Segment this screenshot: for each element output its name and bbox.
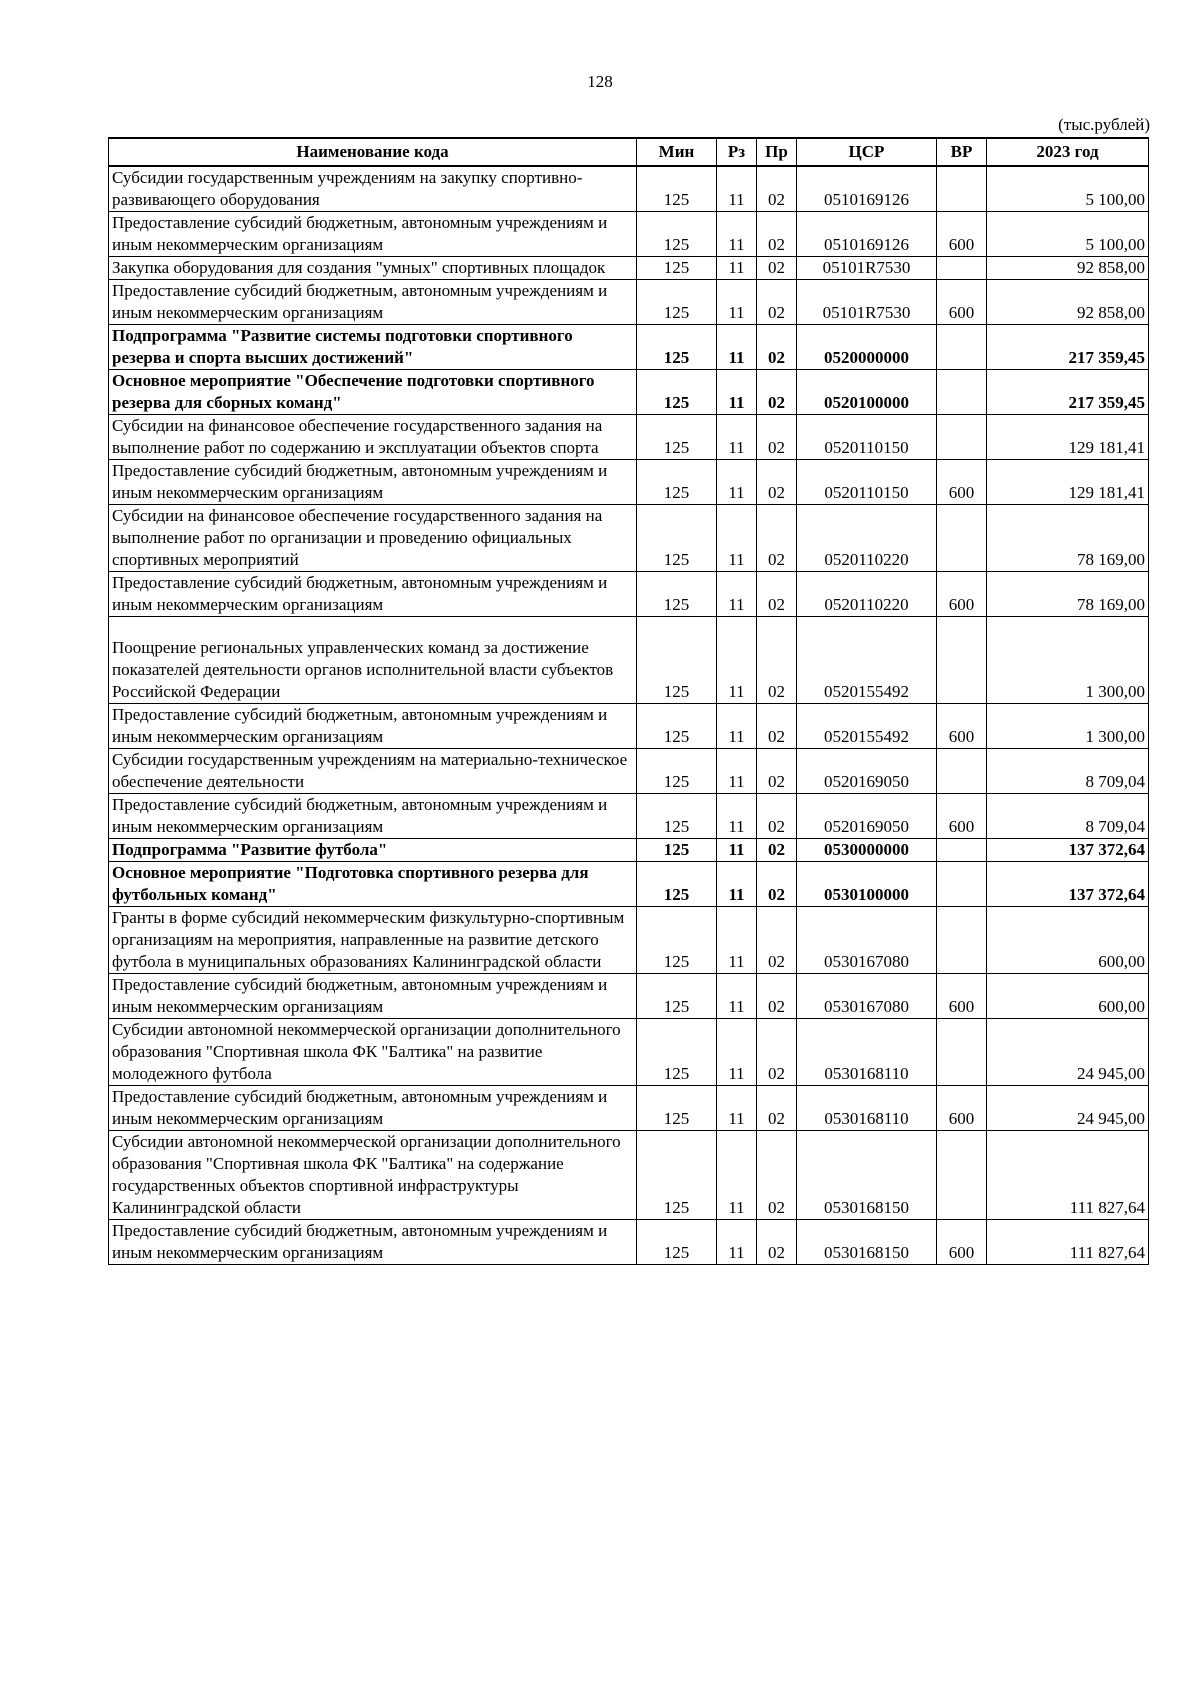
cell-sum: 5 100,00 bbox=[987, 212, 1149, 257]
cell-csr: 0530100000 bbox=[797, 862, 937, 907]
table-row bbox=[109, 749, 1149, 794]
cell-vr bbox=[937, 862, 987, 907]
cell-vr: 600 bbox=[937, 704, 987, 749]
header-rz: Рз bbox=[717, 138, 757, 166]
cell-csr: 0520169050 bbox=[797, 749, 937, 794]
cell-rz: 11 bbox=[717, 1019, 757, 1086]
cell-rz: 11 bbox=[717, 1220, 757, 1265]
cell-sum: 1 300,00 bbox=[987, 617, 1149, 704]
cell-rz: 11 bbox=[717, 907, 757, 974]
cell-min: 125 bbox=[637, 166, 717, 212]
cell-sum: 217 359,45 bbox=[987, 325, 1149, 370]
cell-name: Подпрограмма "Развитие футбола" bbox=[109, 839, 637, 862]
cell-name: Субсидии на финансовое обеспечение государственного задания на выполнение работ по содержанию и эксплуатации объектов спорта bbox=[109, 415, 637, 460]
cell-vr bbox=[937, 370, 987, 415]
cell-csr: 0530168150 bbox=[797, 1220, 937, 1265]
table-row bbox=[109, 460, 1149, 505]
table-row bbox=[109, 280, 1149, 325]
cell-min: 125 bbox=[637, 862, 717, 907]
cell-name: Подпрограмма "Развитие системы подготовки спортивного резерва и спорта высших достижений" bbox=[109, 325, 637, 370]
cell-csr: 0530168110 bbox=[797, 1086, 937, 1131]
cell-csr: 0530168110 bbox=[797, 1019, 937, 1086]
cell-min: 125 bbox=[637, 839, 717, 862]
cell-name: Субсидии государственным учреждениям на закупку спортивно-развивающего оборудования bbox=[109, 166, 637, 212]
cell-rz: 11 bbox=[717, 862, 757, 907]
cell-sum: 111 827,64 bbox=[987, 1131, 1149, 1220]
table-body bbox=[109, 166, 1149, 1265]
cell-csr: 0510169126 bbox=[797, 212, 937, 257]
table-row bbox=[109, 704, 1149, 749]
cell-pr: 02 bbox=[757, 212, 797, 257]
cell-min: 125 bbox=[637, 325, 717, 370]
cell-rz: 11 bbox=[717, 212, 757, 257]
table-row bbox=[109, 370, 1149, 415]
cell-sum: 600,00 bbox=[987, 907, 1149, 974]
cell-pr: 02 bbox=[757, 839, 797, 862]
table-row bbox=[109, 572, 1149, 617]
cell-csr: 0520155492 bbox=[797, 704, 937, 749]
cell-min: 125 bbox=[637, 257, 717, 280]
cell-sum: 92 858,00 bbox=[987, 257, 1149, 280]
cell-min: 125 bbox=[637, 415, 717, 460]
cell-pr: 02 bbox=[757, 1086, 797, 1131]
cell-min: 125 bbox=[637, 907, 717, 974]
table-row bbox=[109, 415, 1149, 460]
header-csr: ЦСР bbox=[797, 138, 937, 166]
cell-min: 125 bbox=[637, 1086, 717, 1131]
cell-min: 125 bbox=[637, 505, 717, 572]
table-row bbox=[109, 212, 1149, 257]
header-name: Наименование кода bbox=[109, 138, 637, 166]
table-row bbox=[109, 166, 1149, 212]
cell-vr: 600 bbox=[937, 280, 987, 325]
cell-csr: 0530000000 bbox=[797, 839, 937, 862]
cell-vr: 600 bbox=[937, 1220, 987, 1265]
table-row bbox=[109, 1086, 1149, 1131]
cell-vr: 600 bbox=[937, 974, 987, 1019]
cell-pr: 02 bbox=[757, 1019, 797, 1086]
cell-rz: 11 bbox=[717, 415, 757, 460]
cell-rz: 11 bbox=[717, 974, 757, 1019]
cell-sum: 129 181,41 bbox=[987, 415, 1149, 460]
cell-vr: 600 bbox=[937, 460, 987, 505]
table-row bbox=[109, 617, 1149, 704]
cell-sum: 24 945,00 bbox=[987, 1019, 1149, 1086]
cell-pr: 02 bbox=[757, 257, 797, 280]
cell-name: Предоставление субсидий бюджетным, автономным учреждениям и иным некоммерческим организациям bbox=[109, 1086, 637, 1131]
cell-vr: 600 bbox=[937, 794, 987, 839]
cell-rz: 11 bbox=[717, 572, 757, 617]
cell-vr bbox=[937, 749, 987, 794]
cell-min: 125 bbox=[637, 704, 717, 749]
cell-name: Закупка оборудования для создания "умных" спортивных площадок bbox=[109, 257, 637, 280]
cell-sum: 217 359,45 bbox=[987, 370, 1149, 415]
cell-min: 125 bbox=[637, 794, 717, 839]
cell-csr: 0520100000 bbox=[797, 370, 937, 415]
cell-pr: 02 bbox=[757, 704, 797, 749]
cell-pr: 02 bbox=[757, 749, 797, 794]
cell-csr: 0520110150 bbox=[797, 415, 937, 460]
cell-rz: 11 bbox=[717, 280, 757, 325]
table-row bbox=[109, 839, 1149, 862]
cell-pr: 02 bbox=[757, 617, 797, 704]
table-row bbox=[109, 257, 1149, 280]
cell-sum: 8 709,04 bbox=[987, 749, 1149, 794]
cell-min: 125 bbox=[637, 974, 717, 1019]
cell-name: Предоставление субсидий бюджетным, автономным учреждениям и иным некоммерческим организациям bbox=[109, 974, 637, 1019]
cell-pr: 02 bbox=[757, 415, 797, 460]
cell-sum: 5 100,00 bbox=[987, 166, 1149, 212]
cell-name: Поощрение региональных управленческих команд за достижение показателей деятельности органов исполнительной власти субъектов Российской Федерации bbox=[109, 617, 637, 704]
cell-name: Субсидии государственным учреждениям на материально-техническое обеспечение деятельности bbox=[109, 749, 637, 794]
table-row bbox=[109, 1131, 1149, 1220]
cell-pr: 02 bbox=[757, 1131, 797, 1220]
cell-pr: 02 bbox=[757, 862, 797, 907]
table-row bbox=[109, 325, 1149, 370]
table-row bbox=[109, 505, 1149, 572]
cell-rz: 11 bbox=[717, 505, 757, 572]
table-row bbox=[109, 907, 1149, 974]
table-row bbox=[109, 862, 1149, 907]
cell-name: Предоставление субсидий бюджетным, автономным учреждениям и иным некоммерческим организациям bbox=[109, 1220, 637, 1265]
cell-pr: 02 bbox=[757, 794, 797, 839]
cell-sum: 8 709,04 bbox=[987, 794, 1149, 839]
cell-sum: 78 169,00 bbox=[987, 505, 1149, 572]
cell-csr: 05101R7530 bbox=[797, 280, 937, 325]
cell-vr bbox=[937, 325, 987, 370]
cell-rz: 11 bbox=[717, 460, 757, 505]
cell-pr: 02 bbox=[757, 572, 797, 617]
cell-min: 125 bbox=[637, 749, 717, 794]
cell-min: 125 bbox=[637, 280, 717, 325]
cell-sum: 137 372,64 bbox=[987, 862, 1149, 907]
cell-pr: 02 bbox=[757, 460, 797, 505]
cell-rz: 11 bbox=[717, 1086, 757, 1131]
cell-min: 125 bbox=[637, 617, 717, 704]
cell-min: 125 bbox=[637, 1220, 717, 1265]
cell-sum: 78 169,00 bbox=[987, 572, 1149, 617]
cell-vr bbox=[937, 907, 987, 974]
cell-pr: 02 bbox=[757, 166, 797, 212]
cell-sum: 1 300,00 bbox=[987, 704, 1149, 749]
cell-pr: 02 bbox=[757, 370, 797, 415]
cell-sum: 92 858,00 bbox=[987, 280, 1149, 325]
cell-rz: 11 bbox=[717, 839, 757, 862]
cell-csr: 0520000000 bbox=[797, 325, 937, 370]
cell-csr: 0520110150 bbox=[797, 460, 937, 505]
cell-rz: 11 bbox=[717, 749, 757, 794]
table-row bbox=[109, 794, 1149, 839]
cell-pr: 02 bbox=[757, 325, 797, 370]
cell-pr: 02 bbox=[757, 907, 797, 974]
cell-sum: 24 945,00 bbox=[987, 1086, 1149, 1131]
cell-vr bbox=[937, 166, 987, 212]
cell-csr: 0530167080 bbox=[797, 907, 937, 974]
cell-name: Предоставление субсидий бюджетным, автономным учреждениям и иным некоммерческим организациям bbox=[109, 704, 637, 749]
cell-min: 125 bbox=[637, 1019, 717, 1086]
cell-vr bbox=[937, 1019, 987, 1086]
cell-csr: 0530167080 bbox=[797, 974, 937, 1019]
table-row bbox=[109, 974, 1149, 1019]
cell-min: 125 bbox=[637, 212, 717, 257]
cell-csr: 0520155492 bbox=[797, 617, 937, 704]
cell-name: Гранты в форме субсидий некоммерческим физкультурно-спортивным организациям на мероприятия, направленные на развитие детского футбола в муниципальных образованиях Калининградской области bbox=[109, 907, 637, 974]
cell-rz: 11 bbox=[717, 617, 757, 704]
cell-rz: 11 bbox=[717, 325, 757, 370]
cell-csr: 0530168150 bbox=[797, 1131, 937, 1220]
header-pr: Пр bbox=[757, 138, 797, 166]
cell-pr: 02 bbox=[757, 1220, 797, 1265]
cell-csr: 0520169050 bbox=[797, 794, 937, 839]
cell-vr bbox=[937, 1131, 987, 1220]
cell-sum: 600,00 bbox=[987, 974, 1149, 1019]
cell-name: Предоставление субсидий бюджетным, автономным учреждениям и иным некоммерческим организациям bbox=[109, 280, 637, 325]
cell-csr: 0520110220 bbox=[797, 505, 937, 572]
cell-vr bbox=[937, 257, 987, 280]
units-label: (тыс.рублей) bbox=[1058, 115, 1150, 134]
cell-csr: 0520110220 bbox=[797, 572, 937, 617]
cell-min: 125 bbox=[637, 1131, 717, 1220]
cell-rz: 11 bbox=[717, 1131, 757, 1220]
table-header-row bbox=[109, 138, 1149, 166]
cell-csr: 0510169126 bbox=[797, 166, 937, 212]
budget-table bbox=[108, 137, 1149, 1265]
cell-rz: 11 bbox=[717, 704, 757, 749]
cell-sum: 137 372,64 bbox=[987, 839, 1149, 862]
cell-pr: 02 bbox=[757, 280, 797, 325]
cell-min: 125 bbox=[637, 370, 717, 415]
cell-name: Субсидии автономной некоммерческой организации дополнительного образования "Спортивная школа ФК "Балтика" на содержание государственных объектов спортивной инфраструктуры Калининградской области bbox=[109, 1131, 637, 1220]
cell-vr bbox=[937, 839, 987, 862]
cell-name: Основное мероприятие "Подготовка спортивного резерва для футбольных команд" bbox=[109, 862, 637, 907]
header-year: 2023 год bbox=[987, 138, 1149, 166]
header-min: Мин bbox=[637, 138, 717, 166]
cell-csr: 05101R7530 bbox=[797, 257, 937, 280]
cell-name: Предоставление субсидий бюджетным, автономным учреждениям и иным некоммерческим организациям bbox=[109, 212, 637, 257]
cell-sum: 111 827,64 bbox=[987, 1220, 1149, 1265]
cell-min: 125 bbox=[637, 572, 717, 617]
cell-vr bbox=[937, 617, 987, 704]
cell-vr bbox=[937, 505, 987, 572]
cell-name: Предоставление субсидий бюджетным, автономным учреждениям и иным некоммерческим организациям bbox=[109, 460, 637, 505]
page-number: 128 bbox=[587, 72, 613, 91]
cell-name: Субсидии автономной некоммерческой организации дополнительного образования "Спортивная школа ФК "Балтика" на развитие молодежного футбола bbox=[109, 1019, 637, 1086]
cell-name: Предоставление субсидий бюджетным, автономным учреждениям и иным некоммерческим организациям bbox=[109, 572, 637, 617]
cell-rz: 11 bbox=[717, 166, 757, 212]
table-row bbox=[109, 1019, 1149, 1086]
cell-sum: 129 181,41 bbox=[987, 460, 1149, 505]
cell-name: Основное мероприятие "Обеспечение подготовки спортивного резерва для сборных команд" bbox=[109, 370, 637, 415]
cell-rz: 11 bbox=[717, 370, 757, 415]
header-vr: ВР bbox=[937, 138, 987, 166]
cell-vr: 600 bbox=[937, 212, 987, 257]
cell-pr: 02 bbox=[757, 974, 797, 1019]
cell-name: Субсидии на финансовое обеспечение государственного задания на выполнение работ по организации и проведению официальных спортивных мероприятий bbox=[109, 505, 637, 572]
cell-rz: 11 bbox=[717, 794, 757, 839]
cell-vr bbox=[937, 415, 987, 460]
cell-vr: 600 bbox=[937, 1086, 987, 1131]
cell-vr: 600 bbox=[937, 572, 987, 617]
cell-pr: 02 bbox=[757, 505, 797, 572]
cell-rz: 11 bbox=[717, 257, 757, 280]
cell-name: Предоставление субсидий бюджетным, автономным учреждениям и иным некоммерческим организациям bbox=[109, 794, 637, 839]
table-row bbox=[109, 1220, 1149, 1265]
cell-min: 125 bbox=[637, 460, 717, 505]
